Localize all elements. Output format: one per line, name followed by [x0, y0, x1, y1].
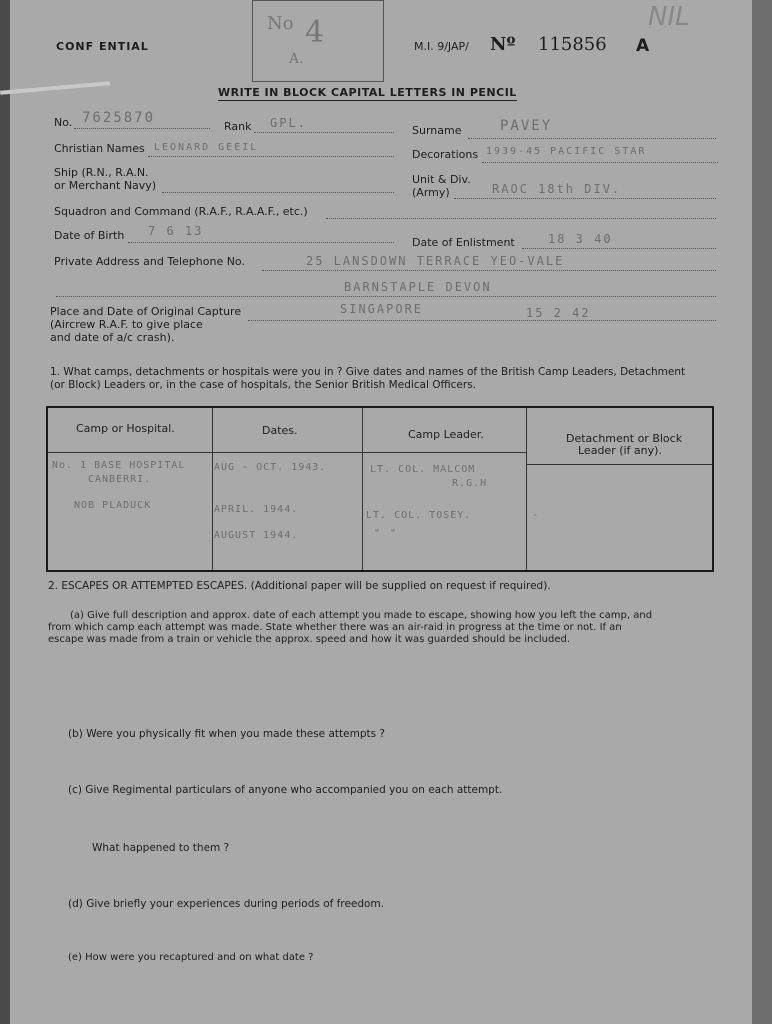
capture-line — [248, 320, 716, 321]
leader-entry-2: LT. COL. TOSEY. — [366, 510, 472, 521]
stamp-mark: 4 — [305, 15, 325, 50]
question-1-line-1: 1. What camps, detachments or hospitals were you in ? Give dates and names of the British Camp Leaders, Detachment — [50, 366, 686, 378]
decorations-line — [482, 162, 718, 163]
ship-line — [162, 192, 394, 193]
unit-line — [454, 198, 716, 199]
question-2a-line-2: from which camp each attempt was made. State whether there was an air-raid in progress at the time or not. If an — [48, 622, 622, 633]
question-2e: (e) How were you recaptured and on what date ? — [68, 952, 314, 963]
address-line-1 — [262, 270, 716, 271]
form-suffix: A — [636, 36, 650, 56]
capture-label-1: Place and Date of Original Capture — [50, 305, 242, 318]
dates-entry-3: AUGUST 1944. — [214, 530, 299, 541]
decorations-value: 1939-45 PACIFIC STAR — [486, 146, 647, 157]
stamp-no: No — [267, 13, 294, 34]
dates-entry-2: APRIL. 1944. — [214, 504, 299, 515]
christian-names-line — [148, 156, 394, 157]
ship-label-1: Ship (R.N., R.A.N. — [54, 166, 149, 179]
form-number: 115856 — [538, 34, 607, 55]
enlistment-value: 18 3 40 — [548, 232, 613, 246]
unit-value: RAOC 18th DIV. — [492, 182, 622, 196]
rank-line — [254, 132, 394, 133]
question-2a-line-1: (a) Give full description and approx. date of each attempt you made to escape, showing how you left the camp, and — [70, 610, 653, 621]
unit-label-2: (Army) — [412, 186, 450, 199]
leader-entry-1b: R.G.H — [452, 478, 488, 489]
camps-table — [46, 406, 714, 572]
ship-label-2: or Merchant Navy) — [54, 179, 157, 192]
surname-line — [468, 138, 716, 139]
squadron-label: Squadron and Command (R.A.F., R.A.A.F., etc.) — [54, 205, 308, 218]
surname-label: Surname — [412, 124, 462, 137]
no-value: 7625870 — [82, 110, 156, 126]
leader-entry-3: " " — [374, 528, 399, 539]
question-2c: (c) Give Regimental particulars of anyone who accompanied you on each attempt. — [68, 784, 503, 796]
address-label: Private Address and Telephone No. — [54, 255, 245, 268]
table-header-rule-right — [526, 464, 712, 465]
address-value-2: BARNSTAPLE DEVON — [344, 280, 492, 294]
form-reference: M.I. 9/JAP/ — [414, 40, 469, 53]
table-header-rule — [48, 452, 526, 453]
no-line — [74, 128, 210, 129]
table-divider-2 — [362, 408, 363, 570]
capture-date-value: 15 2 42 — [526, 306, 591, 320]
table-divider-1 — [212, 408, 213, 570]
col-header-dates: Dates. — [262, 424, 298, 437]
decorations-label: Decorations — [412, 148, 479, 161]
address-line-2 — [56, 296, 716, 297]
received-stamp — [252, 0, 384, 82]
classification-label: CONF ENTIAL — [56, 40, 149, 53]
col-header-detachment-2: Leader (if any). — [578, 444, 662, 457]
stamp-letter: A. — [289, 51, 304, 67]
address-value-1: 25 LANSDOWN TERRACE YEO-VALE — [306, 254, 565, 268]
page-shadow — [752, 0, 772, 1024]
surname-value: PAVEY — [500, 118, 553, 134]
col-header-leader: Camp Leader. — [408, 428, 484, 441]
christian-names-value: LEONARD GEEIL — [154, 142, 259, 153]
dob-label: Date of Birth — [54, 229, 125, 242]
col-header-detachment-1: Detachment or Block — [566, 432, 683, 445]
dob-line — [128, 242, 394, 243]
leader-entry-1: LT. COL. MALCOM — [370, 464, 476, 475]
instruction-heading: WRITE IN BLOCK CAPITAL LETTERS IN PENCIL — [218, 86, 517, 99]
rank-label: Rank — [224, 120, 252, 133]
rank-value: GPL. — [270, 116, 307, 130]
capture-place-value: SINGAPORE — [340, 302, 424, 316]
capture-label-3: and date of a/c crash). — [50, 331, 175, 344]
number-prefix: Nº — [490, 34, 516, 55]
dob-value: 7 6 13 — [148, 224, 204, 238]
question-2c-followup: What happened to them ? — [92, 842, 230, 854]
camp-entry-1b: CANBERRI. — [88, 474, 152, 485]
capture-label-2: (Aircrew R.A.F. to give place — [50, 318, 203, 331]
dates-entry-1: AUG - OCT. 1943. — [214, 462, 327, 473]
squadron-line — [326, 218, 716, 219]
camp-entry-2: NOB PLADUCK — [74, 500, 152, 511]
enlistment-line — [522, 248, 716, 249]
question-1-line-2: (or Block) Leaders or, in the case of hospitals, the Senior British Medical Officers. — [50, 379, 477, 391]
no-label: No. — [54, 116, 73, 129]
col-header-camp: Camp or Hospital. — [76, 422, 175, 435]
camp-entry-1: No. 1 BASE HOSPITAL — [52, 460, 186, 471]
corner-note: NIL — [648, 2, 690, 32]
table-divider-3 — [526, 408, 527, 570]
enlistment-label: Date of Enlistment — [412, 236, 515, 249]
question-2b: (b) Were you physically fit when you made these attempts ? — [68, 728, 385, 740]
detachment-entry: - — [532, 510, 541, 521]
question-2d: (d) Give briefly your experiences during periods of freedom. — [68, 898, 385, 910]
christian-names-label: Christian Names — [54, 142, 145, 155]
unit-label-1: Unit & Div. — [412, 173, 471, 186]
question-2-title: 2. ESCAPES OR ATTEMPTED ESCAPES. (Additional paper will be supplied on request if required). — [48, 580, 551, 592]
question-2a-line-3: escape was made from a train or vehicle the approx. speed and how it was guarded should be included. — [48, 634, 571, 645]
